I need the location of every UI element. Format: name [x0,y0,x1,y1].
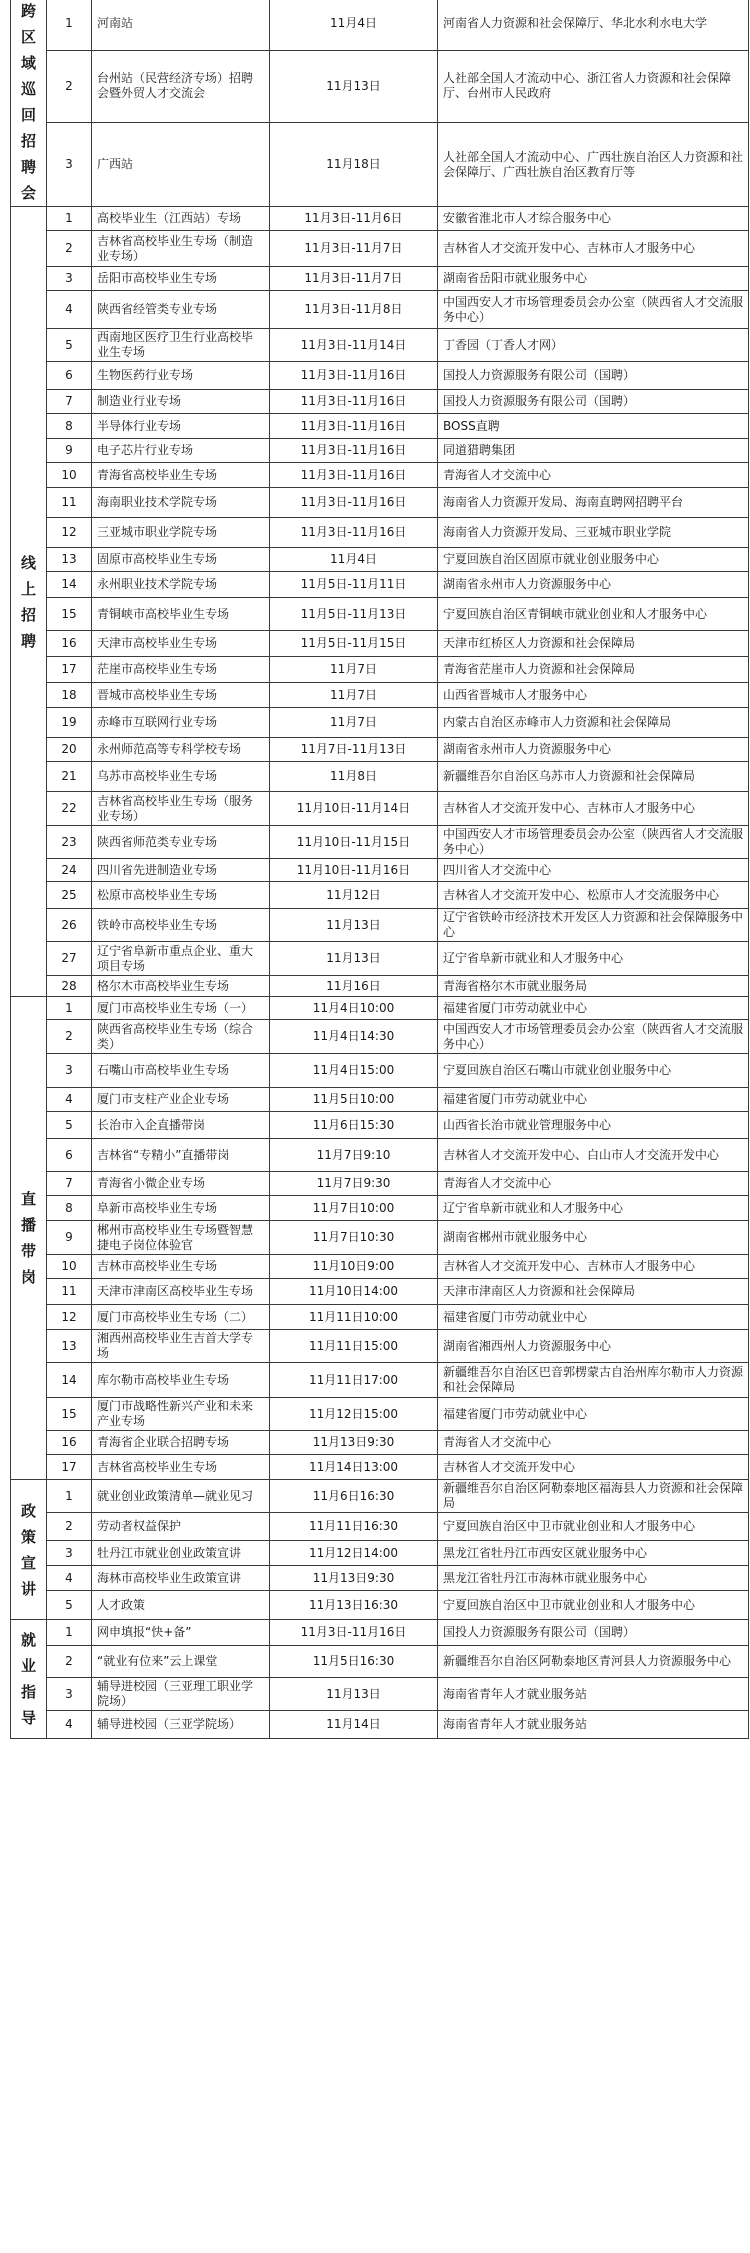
event-name-cell: 库尔勒市高校毕业生专场 [92,1363,270,1398]
organizer-cell: 四川省人才交流中心 [438,859,749,882]
event-date-cell: 11月7日9:10 [270,1139,438,1172]
event-name-cell: 辽宁省阜新市重点企业、重大项目专场 [92,942,270,976]
organizer-cell: 青海省人才交流中心 [438,463,749,488]
event-name-cell: 海南职业技术学院专场 [92,488,270,518]
organizer-cell: 海南省青年人才就业服务站 [438,1678,749,1711]
event-date-cell: 11月13日9:30 [270,1431,438,1455]
event-name-cell: 厦门市战略性新兴产业和未来产业专场 [92,1398,270,1431]
category-cell: 跨区域巡回招聘会 [11,0,47,207]
event-name-cell: 辅导进校园（三亚学院场） [92,1711,270,1739]
table-row [11,976,749,997]
event-date-cell: 11月5日16:30 [270,1646,438,1678]
row-number-cell: 3 [47,1678,92,1711]
event-name-cell: 天津市高校毕业生专场 [92,631,270,657]
event-date-cell: 11月7日10:30 [270,1221,438,1255]
organizer-cell: 吉林省人才交流开发中心、吉林市人才服务中心 [438,1255,749,1279]
event-name-cell: 吉林市高校毕业生专场 [92,1255,270,1279]
event-date-cell: 11月7日 [270,657,438,683]
event-date-cell: 11月5日-11月11日 [270,572,438,598]
table-row [11,1678,749,1711]
table-row [11,267,749,291]
organizer-cell: 湖南省岳阳市就业服务中心 [438,267,749,291]
row-number-cell: 5 [47,1591,92,1620]
event-date-cell: 11月13日16:30 [270,1591,438,1620]
row-number-cell: 27 [47,942,92,976]
row-number-cell: 14 [47,1363,92,1398]
row-number-cell: 9 [47,439,92,463]
organizer-cell: 天津市津南区人力资源和社会保障局 [438,1279,749,1305]
organizer-cell: 青海省格尔木市就业服务局 [438,976,749,997]
organizer-cell: 吉林省人才交流开发中心 [438,1455,749,1480]
organizer-cell: 河南省人力资源和社会保障厅、华北水利水电大学 [438,0,749,50]
organizer-cell: 吉林省人才交流开发中心、松原市人才交流服务中心 [438,882,749,909]
event-name-cell: 松原市高校毕业生专场 [92,882,270,909]
table-row [11,231,749,267]
organizer-cell: 宁夏回族自治区青铜峡市就业创业和人才服务中心 [438,598,749,631]
row-number-cell: 9 [47,1221,92,1255]
organizer-cell: 同道猎聘集团 [438,439,749,463]
table-row [11,1566,749,1591]
event-name-cell: 网申填报“快+备” [92,1620,270,1646]
organizer-cell: 海南省人力资源开发局、三亚城市职业学院 [438,518,749,548]
event-date-cell: 11月4日 [270,548,438,572]
event-name-cell: 人才政策 [92,1591,270,1620]
row-number-cell: 8 [47,1196,92,1221]
row-number-cell: 4 [47,1088,92,1112]
table-row [11,859,749,882]
row-number-cell: 12 [47,518,92,548]
event-name-cell: 湘西州高校毕业生吉首大学专场 [92,1330,270,1363]
event-date-cell: 11月6日16:30 [270,1480,438,1513]
table-row [11,1646,749,1678]
table-row [11,1398,749,1431]
event-date-cell: 11月5日-11月15日 [270,631,438,657]
table-row [11,414,749,439]
organizer-cell: 宁夏回族自治区中卫市就业创业和人才服务中心 [438,1513,749,1541]
table-row [11,1139,749,1172]
event-name-cell: 就业创业政策清单—就业见习 [92,1480,270,1513]
organizer-cell: 青海省人才交流中心 [438,1172,749,1196]
event-name-cell: 赤峰市互联网行业专场 [92,708,270,738]
event-date-cell: 11月3日-11月6日 [270,207,438,231]
event-date-cell: 11月7日-11月13日 [270,738,438,762]
event-name-cell: 电子芯片行业专场 [92,439,270,463]
event-date-cell: 11月13日 [270,942,438,976]
event-name-cell: 台州站（民营经济专场）招聘会暨外贸人才交流会 [92,50,270,122]
row-number-cell: 1 [47,0,92,50]
table-row [11,1279,749,1305]
event-name-cell: 吉林省高校毕业生专场（服务业专场） [92,792,270,826]
row-number-cell: 5 [47,329,92,362]
organizer-cell: 黑龙江省牡丹江市海林市就业服务中心 [438,1566,749,1591]
organizer-cell: 湖南省永州市人力资源服务中心 [438,738,749,762]
organizer-cell: 天津市红桥区人力资源和社会保障局 [438,631,749,657]
table-row [11,548,749,572]
event-name-cell: 高校毕业生（江西站）专场 [92,207,270,231]
organizer-cell: 丁香园（丁香人才网） [438,329,749,362]
organizer-cell: 新疆维吾尔自治区阿勒泰地区青河县人力资源服务中心 [438,1646,749,1678]
row-number-cell: 16 [47,631,92,657]
event-name-cell: 吉林省高校毕业生专场 [92,1455,270,1480]
row-number-cell: 19 [47,708,92,738]
organizer-cell: 中国西安人才市场管理委员会办公室（陕西省人才交流服务中心） [438,1020,749,1054]
event-name-cell: 永州师范高等专科学校专场 [92,738,270,762]
event-date-cell: 11月12日14:00 [270,1541,438,1566]
event-date-cell: 11月4日10:00 [270,997,438,1020]
organizer-cell: 新疆维吾尔自治区巴音郭楞蒙古自治州库尔勒市人力资源和社会保障局 [438,1363,749,1398]
event-date-cell: 11月10日9:00 [270,1255,438,1279]
table-row [11,1221,749,1255]
event-date-cell: 11月3日-11月16日 [270,518,438,548]
row-number-cell: 24 [47,859,92,882]
row-number-cell: 10 [47,463,92,488]
event-date-cell: 11月8日 [270,762,438,792]
event-name-cell: 制造业行业专场 [92,390,270,414]
organizer-cell: 湖南省永州市人力资源服务中心 [438,572,749,598]
table-row [11,1305,749,1330]
event-date-cell: 11月10日-11月14日 [270,792,438,826]
table-row [11,0,749,50]
event-name-cell: 铁岭市高校毕业生专场 [92,909,270,942]
row-number-cell: 15 [47,1398,92,1431]
table-row [11,1020,749,1054]
event-name-cell: 广西站 [92,123,270,207]
row-number-cell: 4 [47,1566,92,1591]
table-row [11,1255,749,1279]
event-name-cell: 吉林省“专精小”直播带岗 [92,1139,270,1172]
table-row [11,488,749,518]
organizer-cell: 人社部全国人才流动中心、广西壮族自治区人力资源和社会保障厅、广西壮族自治区教育厅等 [438,123,749,207]
event-date-cell: 11月10日-11月16日 [270,859,438,882]
table-row [11,123,749,207]
organizer-cell: 辽宁省铁岭市经济技术开发区人力资源和社会保障服务中心 [438,909,749,942]
event-name-cell: 生物医药行业专场 [92,362,270,390]
table-row [11,1620,749,1646]
event-date-cell: 11月3日-11月16日 [270,463,438,488]
event-name-cell: 青海省高校毕业生专场 [92,463,270,488]
category-cell: 线上招聘 [11,207,47,997]
organizer-cell: 中国西安人才市场管理委员会办公室（陕西省人才交流服务中心） [438,826,749,859]
event-name-cell: 茫崖市高校毕业生专场 [92,657,270,683]
event-name-cell: 厦门市高校毕业生专场（二） [92,1305,270,1330]
table-row [11,518,749,548]
event-date-cell: 11月14日 [270,1711,438,1739]
table-row [11,738,749,762]
event-date-cell: 11月4日14:30 [270,1020,438,1054]
event-date-cell: 11月4日 [270,0,438,50]
schedule-body [11,0,749,1739]
row-number-cell: 6 [47,362,92,390]
organizer-cell: 辽宁省阜新市就业和人才服务中心 [438,942,749,976]
row-number-cell: 23 [47,826,92,859]
row-number-cell: 11 [47,488,92,518]
event-date-cell: 11月13日 [270,1678,438,1711]
event-name-cell: 长治市入企直播带岗 [92,1112,270,1139]
event-date-cell: 11月7日 [270,683,438,708]
organizer-cell: BOSS直聘 [438,414,749,439]
organizer-cell: 福建省厦门市劳动就业中心 [438,1398,749,1431]
row-number-cell: 3 [47,123,92,207]
table-row [11,708,749,738]
row-number-cell: 3 [47,267,92,291]
event-date-cell: 11月3日-11月8日 [270,291,438,329]
table-row [11,1513,749,1541]
row-number-cell: 3 [47,1541,92,1566]
event-date-cell: 11月13日 [270,909,438,942]
event-date-cell: 11月3日-11月14日 [270,329,438,362]
row-number-cell: 17 [47,1455,92,1480]
event-date-cell: 11月12日15:00 [270,1398,438,1431]
organizer-cell: 海南省青年人才就业服务站 [438,1711,749,1739]
table-row [11,1480,749,1513]
event-date-cell: 11月6日15:30 [270,1112,438,1139]
event-name-cell: 吉林省高校毕业生专场（制造业专场） [92,231,270,267]
organizer-cell: 山西省长治市就业管理服务中心 [438,1112,749,1139]
event-name-cell: 劳动者权益保护 [92,1513,270,1541]
organizer-cell: 内蒙古自治区赤峰市人力资源和社会保障局 [438,708,749,738]
organizer-cell: 人社部全国人才流动中心、浙江省人力资源和社会保障厅、台州市人民政府 [438,50,749,122]
organizer-cell: 海南省人力资源开发局、海南直聘网招聘平台 [438,488,749,518]
event-date-cell: 11月13日 [270,50,438,122]
event-name-cell: 河南站 [92,0,270,50]
event-name-cell: 厦门市支柱产业企业专场 [92,1088,270,1112]
event-name-cell: 郴州市高校毕业生专场暨智慧捷电子岗位体验官 [92,1221,270,1255]
event-date-cell: 11月10日-11月15日 [270,826,438,859]
organizer-cell: 福建省厦门市劳动就业中心 [438,997,749,1020]
table-row [11,572,749,598]
event-name-cell: 岳阳市高校毕业生专场 [92,267,270,291]
event-date-cell: 11月11日10:00 [270,1305,438,1330]
organizer-cell: 国投人力资源服务有限公司（国聘） [438,362,749,390]
table-row [11,463,749,488]
event-name-cell: 天津市津南区高校毕业生专场 [92,1279,270,1305]
organizer-cell: 国投人力资源服务有限公司（国聘） [438,1620,749,1646]
row-number-cell: 4 [47,1711,92,1739]
row-number-cell: 25 [47,882,92,909]
event-name-cell: “就业有位来”云上课堂 [92,1646,270,1678]
event-name-cell: 青铜峡市高校毕业生专场 [92,598,270,631]
event-date-cell: 11月3日-11月16日 [270,390,438,414]
row-number-cell: 7 [47,390,92,414]
event-date-cell: 11月5日10:00 [270,1088,438,1112]
organizer-cell: 宁夏回族自治区石嘴山市就业创业服务中心 [438,1054,749,1088]
row-number-cell: 16 [47,1431,92,1455]
row-number-cell: 1 [47,997,92,1020]
event-date-cell: 11月12日 [270,882,438,909]
table-row [11,291,749,329]
table-row [11,1363,749,1398]
row-number-cell: 18 [47,683,92,708]
row-number-cell: 8 [47,414,92,439]
organizer-cell: 湖南省郴州市就业服务中心 [438,1221,749,1255]
row-number-cell: 2 [47,1020,92,1054]
category-cell: 直播带岗 [11,997,47,1480]
organizer-cell: 青海省茫崖市人力资源和社会保障局 [438,657,749,683]
row-number-cell: 2 [47,1646,92,1678]
row-number-cell: 2 [47,50,92,122]
event-name-cell: 三亚城市职业学院专场 [92,518,270,548]
event-name-cell: 阜新市高校毕业生专场 [92,1196,270,1221]
event-name-cell: 海林市高校毕业生政策宣讲 [92,1566,270,1591]
row-number-cell: 11 [47,1279,92,1305]
row-number-cell: 4 [47,291,92,329]
row-number-cell: 21 [47,762,92,792]
organizer-cell: 吉林省人才交流开发中心、吉林市人才服务中心 [438,792,749,826]
event-name-cell: 青海省企业联合招聘专场 [92,1431,270,1455]
row-number-cell: 1 [47,1620,92,1646]
event-date-cell: 11月3日-11月7日 [270,231,438,267]
table-row [11,1591,749,1620]
event-name-cell: 晋城市高校毕业生专场 [92,683,270,708]
event-date-cell: 11月11日15:00 [270,1330,438,1363]
event-date-cell: 11月18日 [270,123,438,207]
organizer-cell: 山西省晋城市人才服务中心 [438,683,749,708]
event-date-cell: 11月13日9:30 [270,1566,438,1591]
table-row [11,909,749,942]
row-number-cell: 3 [47,1054,92,1088]
row-number-cell: 22 [47,792,92,826]
event-date-cell: 11月5日-11月13日 [270,598,438,631]
table-row [11,683,749,708]
table-row [11,1172,749,1196]
organizer-cell: 宁夏回族自治区固原市就业创业服务中心 [438,548,749,572]
table-row [11,762,749,792]
event-date-cell: 11月16日 [270,976,438,997]
table-row [11,439,749,463]
event-name-cell: 陕西省经管类专业专场 [92,291,270,329]
organizer-cell: 安徽省淮北市人才综合服务中心 [438,207,749,231]
organizer-cell: 吉林省人才交流开发中心、白山市人才交流开发中心 [438,1139,749,1172]
organizer-cell: 宁夏回族自治区中卫市就业创业和人才服务中心 [438,1591,749,1620]
table-row [11,1112,749,1139]
event-name-cell: 牡丹江市就业创业政策宣讲 [92,1541,270,1566]
table-row [11,362,749,390]
table-row [11,1711,749,1739]
event-schedule-table [10,0,749,1739]
event-name-cell: 陕西省师范类专业专场 [92,826,270,859]
event-date-cell: 11月7日 [270,708,438,738]
event-name-cell: 辅导进校园（三亚理工职业学院场） [92,1678,270,1711]
organizer-cell: 福建省厦门市劳动就业中心 [438,1088,749,1112]
table-row [11,1431,749,1455]
row-number-cell: 20 [47,738,92,762]
event-date-cell: 11月7日10:00 [270,1196,438,1221]
event-date-cell: 11月3日-11月16日 [270,362,438,390]
event-date-cell: 11月3日-11月7日 [270,267,438,291]
table-row [11,50,749,122]
table-row [11,1088,749,1112]
table-row [11,1054,749,1088]
event-date-cell: 11月3日-11月16日 [270,488,438,518]
row-number-cell: 13 [47,548,92,572]
event-date-cell: 11月4日15:00 [270,1054,438,1088]
organizer-cell: 黑龙江省牡丹江市西安区就业服务中心 [438,1541,749,1566]
table-row [11,598,749,631]
table-row [11,792,749,826]
organizer-cell: 湖南省湘西州人力资源服务中心 [438,1330,749,1363]
organizer-cell: 新疆维吾尔自治区阿勒泰地区福海县人力资源和社会保障局 [438,1480,749,1513]
event-name-cell: 西南地区医疗卫生行业高校毕业生专场 [92,329,270,362]
event-name-cell: 固原市高校毕业生专场 [92,548,270,572]
event-name-cell: 乌苏市高校毕业生专场 [92,762,270,792]
event-date-cell: 11月14日13:00 [270,1455,438,1480]
row-number-cell: 1 [47,207,92,231]
event-name-cell: 厦门市高校毕业生专场（一） [92,997,270,1020]
category-cell: 政策宣讲 [11,1480,47,1620]
row-number-cell: 2 [47,1513,92,1541]
event-date-cell: 11月3日-11月16日 [270,1620,438,1646]
row-number-cell: 15 [47,598,92,631]
event-name-cell: 永州职业技术学院专场 [92,572,270,598]
table-row [11,826,749,859]
event-date-cell: 11月3日-11月16日 [270,414,438,439]
event-name-cell: 格尔木市高校毕业生专场 [92,976,270,997]
organizer-cell: 国投人力资源服务有限公司（国聘） [438,390,749,414]
organizer-cell: 中国西安人才市场管理委员会办公室（陕西省人才交流服务中心） [438,291,749,329]
event-name-cell: 四川省先进制造业专场 [92,859,270,882]
table-row [11,1196,749,1221]
row-number-cell: 10 [47,1255,92,1279]
table-row [11,631,749,657]
organizer-cell: 新疆维吾尔自治区乌苏市人力资源和社会保障局 [438,762,749,792]
event-date-cell: 11月3日-11月16日 [270,439,438,463]
event-date-cell: 11月10日14:00 [270,1279,438,1305]
row-number-cell: 17 [47,657,92,683]
organizer-cell: 青海省人才交流中心 [438,1431,749,1455]
row-number-cell: 5 [47,1112,92,1139]
table-row [11,942,749,976]
event-date-cell: 11月11日16:30 [270,1513,438,1541]
row-number-cell: 6 [47,1139,92,1172]
event-date-cell: 11月7日9:30 [270,1172,438,1196]
organizer-cell: 福建省厦门市劳动就业中心 [438,1305,749,1330]
table-row [11,390,749,414]
row-number-cell: 26 [47,909,92,942]
event-name-cell: 青海省小微企业专场 [92,1172,270,1196]
row-number-cell: 28 [47,976,92,997]
organizer-cell: 辽宁省阜新市就业和人才服务中心 [438,1196,749,1221]
event-date-cell: 11月11日17:00 [270,1363,438,1398]
table-row [11,1330,749,1363]
row-number-cell: 2 [47,231,92,267]
table-row [11,207,749,231]
row-number-cell: 7 [47,1172,92,1196]
row-number-cell: 1 [47,1480,92,1513]
row-number-cell: 13 [47,1330,92,1363]
row-number-cell: 12 [47,1305,92,1330]
table-row [11,997,749,1020]
event-name-cell: 半导体行业专场 [92,414,270,439]
table-row [11,657,749,683]
category-cell: 就业指导 [11,1620,47,1739]
row-number-cell: 14 [47,572,92,598]
table-row [11,882,749,909]
table-row [11,1541,749,1566]
event-name-cell: 陕西省高校毕业生专场（综合类） [92,1020,270,1054]
organizer-cell: 吉林省人才交流开发中心、吉林市人才服务中心 [438,231,749,267]
event-name-cell: 石嘴山市高校毕业生专场 [92,1054,270,1088]
table-row [11,1455,749,1480]
table-row [11,329,749,362]
